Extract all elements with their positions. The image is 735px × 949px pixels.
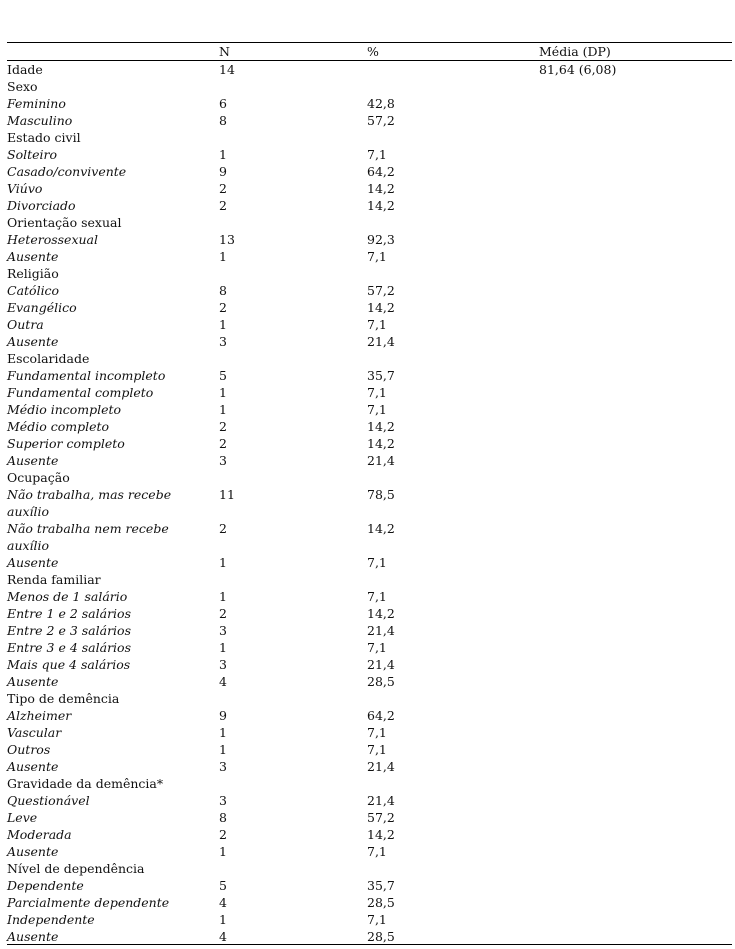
row-n: 3	[219, 793, 227, 808]
row-label: Casado/convivente	[7, 164, 127, 179]
row-n: 4	[219, 674, 227, 689]
row-label: Ausente	[7, 929, 59, 944]
column-header-mean-sd: Média (DP)	[539, 44, 611, 59]
row-label: Outros	[7, 742, 51, 757]
row-n: 2	[219, 827, 227, 842]
row-percent: 7,1	[367, 589, 387, 604]
row-n: 3	[219, 334, 227, 349]
row-label: Parcialmente dependente	[7, 895, 170, 910]
row-n: 2	[219, 521, 227, 536]
row-percent: 35,7	[367, 368, 395, 383]
row-n: 2	[219, 198, 227, 213]
row-percent: 57,2	[367, 810, 395, 825]
row-percent: 14,2	[367, 419, 395, 434]
table-row	[7, 809, 732, 826]
table-category-row	[7, 214, 732, 231]
row-label: Masculino	[7, 113, 73, 128]
row-n: 3	[219, 623, 227, 638]
row-n: 1	[219, 725, 227, 740]
table-row	[7, 299, 732, 316]
row-percent: 14,2	[367, 827, 395, 842]
row-label: Entre 2 e 3 salários	[7, 623, 131, 638]
table-row	[7, 894, 732, 911]
row-n: 1	[219, 317, 227, 332]
row-label: Católico	[7, 283, 60, 298]
table-row	[7, 520, 732, 554]
row-n: 4	[219, 895, 227, 910]
table-row	[7, 282, 732, 299]
table-row	[7, 554, 732, 571]
row-label: Sexo	[7, 79, 38, 94]
row-label: Ausente	[7, 453, 59, 468]
row-n: 9	[219, 164, 227, 179]
row-label: Fundamental completo	[7, 385, 154, 400]
table-row	[7, 146, 732, 163]
table-category-row	[7, 775, 732, 792]
row-n: 2	[219, 181, 227, 196]
row-mean-sd: 81,64 (6,08)	[539, 62, 617, 77]
table-row	[7, 588, 732, 605]
row-percent: 7,1	[367, 912, 387, 927]
row-n: 8	[219, 113, 227, 128]
row-n: 9	[219, 708, 227, 723]
row-percent: 35,7	[367, 878, 395, 893]
row-percent: 64,2	[367, 164, 395, 179]
row-label: Feminino	[7, 96, 66, 111]
table-row	[7, 333, 732, 350]
row-percent: 28,5	[367, 929, 395, 944]
row-label: Idade	[7, 62, 43, 77]
row-label: Alzheimer	[7, 708, 72, 723]
table-row	[7, 741, 732, 758]
row-percent: 28,5	[367, 674, 395, 689]
table-row	[7, 877, 732, 894]
row-n: 1	[219, 555, 227, 570]
row-percent: 14,2	[367, 521, 395, 536]
row-label: Entre 3 e 4 salários	[7, 640, 131, 655]
table-row	[7, 724, 732, 741]
row-label: Ausente	[7, 555, 59, 570]
table-row	[7, 316, 732, 333]
row-n: 1	[219, 742, 227, 757]
row-percent: 14,2	[367, 300, 395, 315]
row-label: Não trabalha, mas recebe auxílio	[7, 487, 172, 519]
row-label: Médio incompleto	[7, 402, 122, 417]
row-n: 5	[219, 368, 227, 383]
row-percent: 92,3	[367, 232, 395, 247]
row-percent: 14,2	[367, 198, 395, 213]
row-label: Ausente	[7, 674, 59, 689]
table-row	[7, 231, 732, 248]
table-row	[7, 401, 732, 418]
row-n: 1	[219, 844, 227, 859]
row-label: Ausente	[7, 759, 59, 774]
row-label: Dependente	[7, 878, 84, 893]
row-label: Outra	[7, 317, 44, 332]
table-bottom-rule	[7, 944, 732, 945]
row-label: Renda familiar	[7, 572, 101, 587]
row-label: Tipo de demência	[7, 691, 120, 706]
row-label: Viúvo	[7, 181, 43, 196]
row-label: Gravidade da demência*	[7, 776, 164, 791]
row-percent: 7,1	[367, 385, 387, 400]
demographics-table	[7, 61, 732, 945]
row-label: Solteiro	[7, 147, 58, 162]
table-row	[7, 639, 732, 656]
row-n: 2	[219, 436, 227, 451]
row-label: Ausente	[7, 249, 59, 264]
row-percent: 21,4	[367, 453, 395, 468]
row-label: Divorciado	[7, 198, 76, 213]
table-row	[7, 452, 732, 469]
table-category-row	[7, 129, 732, 146]
table-row	[7, 605, 732, 622]
table-row	[7, 928, 732, 945]
row-percent: 21,4	[367, 334, 395, 349]
row-n: 5	[219, 878, 227, 893]
table-category-row	[7, 860, 732, 877]
row-n: 3	[219, 657, 227, 672]
row-n: 11	[219, 487, 235, 502]
table-category-row	[7, 78, 732, 95]
row-label: Questionável	[7, 793, 90, 808]
row-percent: 7,1	[367, 249, 387, 264]
row-percent: 7,1	[367, 844, 387, 859]
row-n: 1	[219, 147, 227, 162]
table-category-row	[7, 265, 732, 282]
row-percent: 42,8	[367, 96, 395, 111]
row-n: 6	[219, 96, 227, 111]
table-row	[7, 758, 732, 775]
row-n: 14	[219, 62, 235, 77]
table-row	[7, 180, 732, 197]
row-label: Estado civil	[7, 130, 81, 145]
table-row	[7, 418, 732, 435]
row-label: Menos de 1 salário	[7, 589, 128, 604]
row-n: 8	[219, 810, 227, 825]
row-label: Religião	[7, 266, 59, 281]
table-row	[7, 197, 732, 214]
table-row	[7, 673, 732, 690]
row-percent: 57,2	[367, 283, 395, 298]
table-row	[7, 622, 732, 639]
row-label: Ocupação	[7, 470, 70, 485]
row-n: 3	[219, 453, 227, 468]
row-label: Independente	[7, 912, 95, 927]
table-row	[7, 486, 732, 520]
row-label: Ausente	[7, 334, 59, 349]
row-label: Orientação sexual	[7, 215, 122, 230]
row-label: Escolaridade	[7, 351, 90, 366]
row-label: Leve	[7, 810, 38, 825]
row-label: Nível de dependência	[7, 861, 145, 876]
row-percent: 7,1	[367, 725, 387, 740]
table-row	[7, 792, 732, 809]
row-percent: 7,1	[367, 742, 387, 757]
row-percent: 14,2	[367, 436, 395, 451]
column-header-n: N	[219, 44, 230, 59]
table-row	[7, 911, 732, 928]
table-row	[7, 435, 732, 452]
table-row	[7, 95, 732, 112]
row-percent: 7,1	[367, 402, 387, 417]
row-n: 3	[219, 759, 227, 774]
row-percent: 78,5	[367, 487, 395, 502]
row-n: 1	[219, 249, 227, 264]
row-label: Evangélico	[7, 300, 77, 315]
table-category-row	[7, 690, 732, 707]
row-n: 8	[219, 283, 227, 298]
row-percent: 57,2	[367, 113, 395, 128]
row-n: 13	[219, 232, 235, 247]
row-n: 1	[219, 385, 227, 400]
row-percent: 7,1	[367, 147, 387, 162]
table-row	[7, 367, 732, 384]
row-percent: 14,2	[367, 181, 395, 196]
table-category-row	[7, 61, 732, 78]
table-category-row	[7, 350, 732, 367]
table-row	[7, 707, 732, 724]
row-n: 1	[219, 402, 227, 417]
row-percent: 64,2	[367, 708, 395, 723]
row-n: 1	[219, 640, 227, 655]
table-row	[7, 384, 732, 401]
row-percent: 7,1	[367, 317, 387, 332]
row-label: Entre 1 e 2 salários	[7, 606, 131, 621]
table-row	[7, 826, 732, 843]
row-label: Vascular	[7, 725, 62, 740]
row-n: 2	[219, 606, 227, 621]
row-percent: 21,4	[367, 623, 395, 638]
row-label: Heterossexual	[7, 232, 98, 247]
row-label: Fundamental incompleto	[7, 368, 166, 383]
row-label: Mais que 4 salários	[7, 657, 131, 672]
row-percent: 28,5	[367, 895, 395, 910]
table-row	[7, 656, 732, 673]
table-row	[7, 843, 732, 860]
table-category-row	[7, 571, 732, 588]
row-percent: 21,4	[367, 793, 395, 808]
row-n: 1	[219, 589, 227, 604]
row-label: Superior completo	[7, 436, 125, 451]
row-label: Não trabalha nem recebe auxílio	[7, 521, 169, 553]
row-percent: 21,4	[367, 657, 395, 672]
column-header-percent: %	[367, 44, 379, 59]
table-row	[7, 163, 732, 180]
row-percent: 21,4	[367, 759, 395, 774]
row-label: Médio completo	[7, 419, 110, 434]
row-n: 1	[219, 912, 227, 927]
row-n: 4	[219, 929, 227, 944]
row-percent: 7,1	[367, 640, 387, 655]
row-percent: 14,2	[367, 606, 395, 621]
row-n: 2	[219, 419, 227, 434]
table-category-row	[7, 469, 732, 486]
row-label: Moderada	[7, 827, 72, 842]
table-row	[7, 248, 732, 265]
row-n: 2	[219, 300, 227, 315]
table-row	[7, 112, 732, 129]
row-percent: 7,1	[367, 555, 387, 570]
row-label: Ausente	[7, 844, 59, 859]
